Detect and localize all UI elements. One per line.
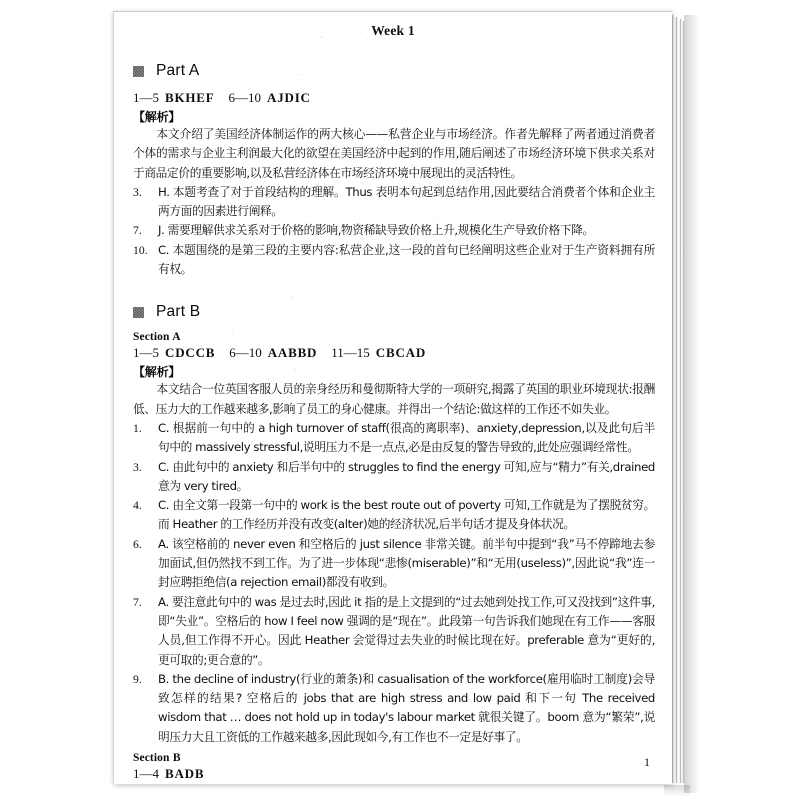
- part-b-item: [133, 670, 655, 747]
- answer-keys: AJDIC: [267, 90, 311, 105]
- item-number: 3.: [133, 185, 142, 199]
- section-b-answer-line: [133, 766, 655, 782]
- item-text: C. 由全文第一段第一句中的 work is the best route out of poverty 可知,工作就是为了摆脱贫穷。而 Heather 的工作经历并没有改变(alter)她的经济状况,后半句话才提及身体状况。: [158, 498, 655, 532]
- part-b-title: Part B: [156, 303, 201, 321]
- item-number: 7.: [133, 595, 142, 609]
- part-a-title: Part A: [156, 62, 200, 79]
- part-b-heading: [133, 303, 655, 321]
- item-text: A. 该空格前的 never even 和空格后的 just silence 非常关键。前半句中提到“我”马不停蹄地去参加面试,但仍然找不到工作。为了进一步体现“悲惨(miserable)”和“无用(useless)”,因此说“我”连一封应聘拒绝信(a rejection email)都没有收到。: [158, 536, 655, 590]
- part-b-analysis-paragraph: 本文结合一位英国客服人员的亲身经历和曼彻斯特大学的一项研究,揭露了英国的职业环境现状:报酬低、压力大的工作越来越多,影响了员工的身心健康。并得出一个结论:做这样的工作还不如失业。: [133, 382, 655, 416]
- square-bullet-icon: [133, 66, 144, 77]
- answer-range: 1—5: [133, 90, 159, 105]
- page-sheet: [113, 11, 672, 784]
- part-a-item: [133, 221, 655, 240]
- item-number: 4.: [133, 499, 142, 513]
- part-b-item: [133, 593, 655, 670]
- answer-range: 6—10: [228, 90, 262, 105]
- item-text: A. 要注意此句中的 was 是过去时,因此 it 指的是上文提到的“过去她到处找工作,可又没找到”这件事,即“失业”。空格后的 how I feel now 强调的是“现在”。此段第一句告诉我们她现在有工作——客服人员,但工作得不开心。因此 Heather 会觉得过去失业的时候比现在好。preferable 意为“更好的,更可取的;更合意的”。: [158, 594, 655, 667]
- answer-range: 1—4: [133, 766, 159, 782]
- answer-range: 6—10: [229, 345, 262, 361]
- part-a-item: [133, 241, 655, 280]
- part-a-heading: [133, 62, 655, 80]
- page-number: 1: [644, 755, 650, 769]
- item-number: 1.: [133, 421, 142, 435]
- answer-keys: AABBD: [267, 345, 318, 361]
- square-bullet-icon: [133, 307, 144, 318]
- page-content: [133, 62, 655, 784]
- item-text: J. 需要理解供求关系对于价格的影响,物资稀缺导致价格上升,规模化生产导致价格下降。: [158, 223, 594, 238]
- part-b-jiexi-label: 【解析】: [133, 365, 181, 380]
- answer-keys: BADB: [165, 766, 205, 782]
- part-b-answer-line: [133, 345, 655, 361]
- part-a-answer-line: [133, 90, 655, 106]
- part-a-analysis-paragraph: 本文介绍了美国经济体制运作的两大核心——私营企业与市场经济。作者先解释了两者通过消费者个体的需求与企业主利润最大化的欲望在美国经济中起到的作用,随后阐述了市场经济环境下供求关系对于商品定价的重要影响,以及私营经济体在市场经济环境中展现出的灵活特性。: [133, 127, 655, 180]
- item-number: 6.: [133, 537, 142, 551]
- part-b-item: [133, 535, 655, 593]
- answer-keys: CBCAD: [375, 345, 427, 361]
- part-b-item: [133, 458, 655, 497]
- item-text: H. 本题考查了对于首段结构的理解。Thus 表明本句起到总结作用,因此要结合消费者个体和企业主两方面的因素进行阐释。: [158, 184, 655, 219]
- answer-keys: CDCCB: [165, 345, 216, 361]
- item-number: 10.: [133, 243, 148, 257]
- section-a-label: Section A: [133, 331, 181, 344]
- running-head-week: Week 1: [371, 23, 415, 38]
- answer-keys: BKHEF: [165, 90, 215, 105]
- item-text: C. 本题围绕的是第三段的主要内容:私营企业,这一段的首句已经阐明这些企业对于生产资料拥有所有权。: [158, 242, 655, 277]
- part-a-jiexi-label: 【解析】: [133, 110, 181, 124]
- item-text: C. 由此句中的 anxiety 和后半句中的 struggles to find the energy 可知,应与“精力”有关,drained 意为 very tired。: [158, 459, 655, 493]
- part-a-item: [133, 183, 655, 222]
- answer-range: 1—5: [133, 345, 159, 361]
- item-number: 7.: [133, 224, 142, 238]
- section-b-label: Section B: [133, 752, 181, 765]
- item-number: 3.: [133, 460, 142, 474]
- answer-range: 11—15: [331, 345, 370, 361]
- item-number: 9.: [133, 672, 142, 686]
- part-b-item: [133, 419, 655, 458]
- item-text: B. the decline of industry(行业的萧条)和 casualisation of the workforce(雇用临时工制度)会导致怎样的结果? 空格后的 jobs that are high stress and low paid 和下一句 The received wisdom that … does not hold up in today's labour market 就很关键了。boom 意为“繁荣”,说明压力大且工资低的工作越来越多,因此现如今,有工作也不一定是好事了。: [158, 671, 655, 744]
- part-b-item: [133, 496, 655, 535]
- item-text: C. 根据前一句中的 a high turnover of staff(很高的离职率)、anxiety,depression,以及此句后半句中的 massively stressful,说明压力不是一点点,必是由反复的警告导致的,此处应强调经常性。: [158, 420, 655, 455]
